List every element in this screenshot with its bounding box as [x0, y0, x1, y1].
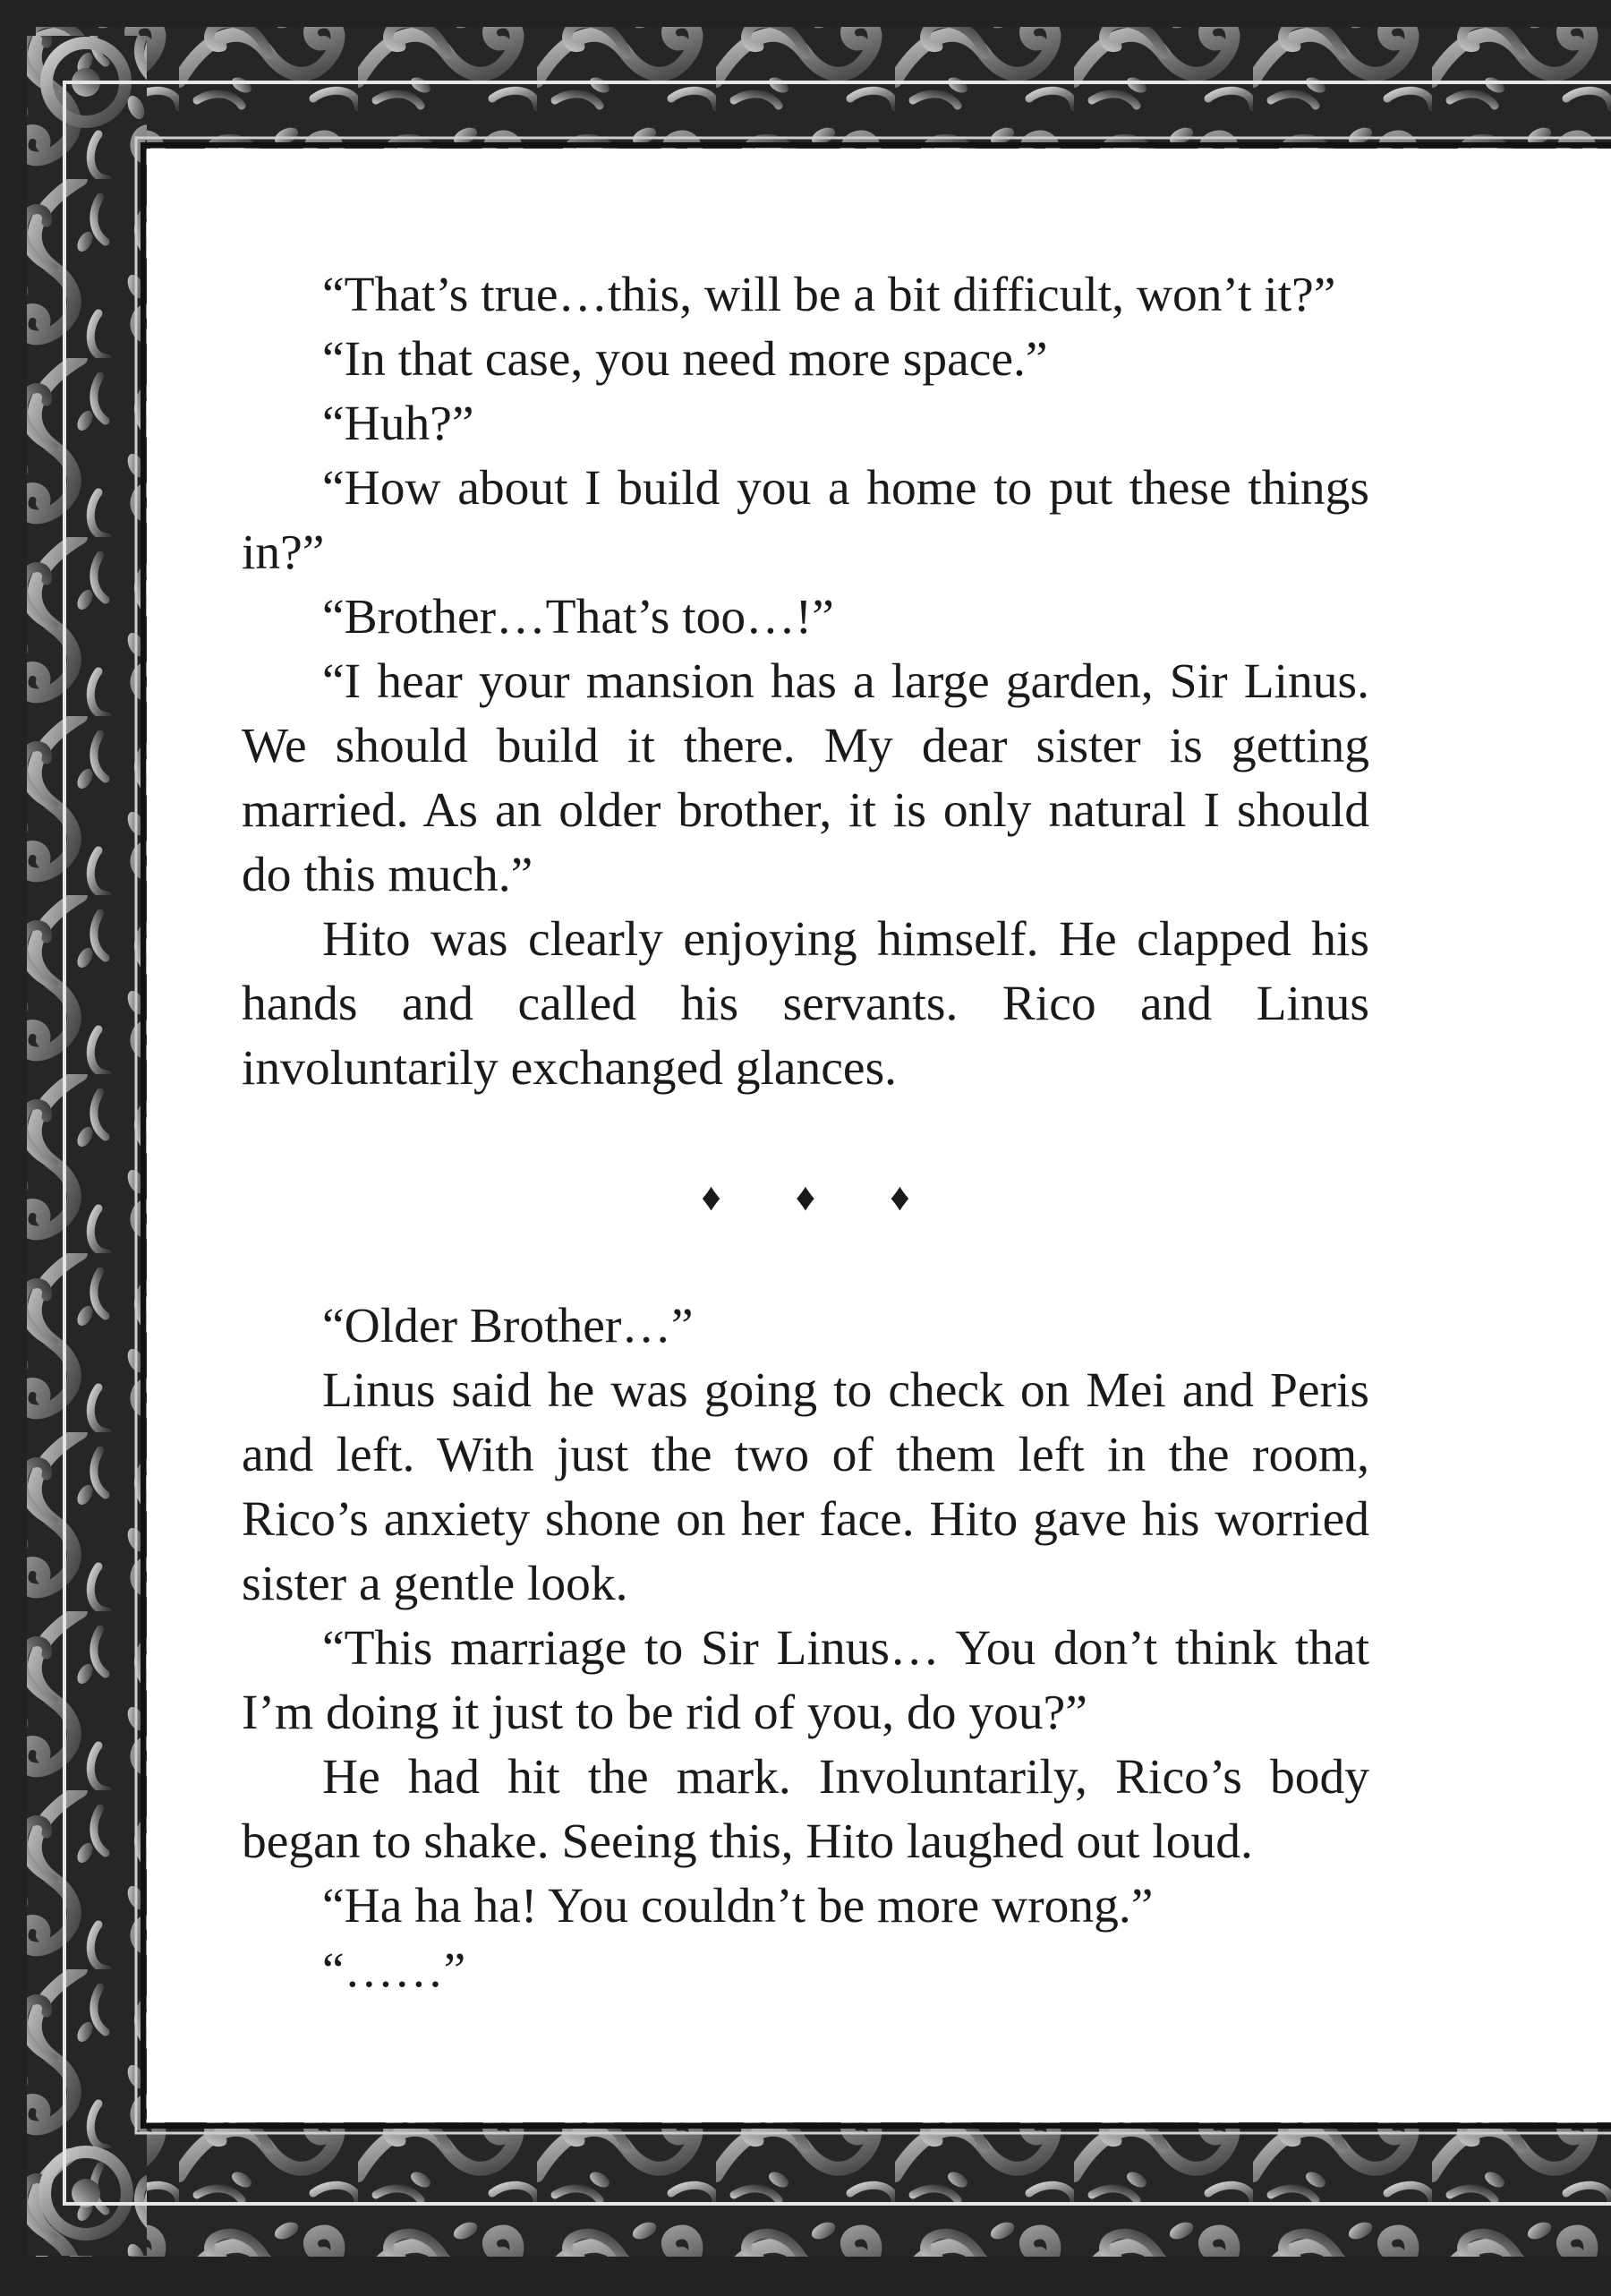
paragraph: “Ha ha ha! You couldn’t be more wrong.” [322, 1879, 1154, 1933]
body-text [242, 263, 1369, 2003]
paragraph: “Brother…That’s too…!” [322, 590, 834, 644]
paragraph: “How about I build you a home to put these things in?” [242, 461, 1369, 580]
paragraph: He had hit the mark. Involuntarily, Rico’s body began to shake. Seeing this, Hito laughed out loud. [242, 1750, 1369, 1869]
paragraph: “I hear your mansion has a large garden, Sir Linus. We should build it there. My dear sister is getting married. As an older brother, it is only natural I should do this much.” [242, 654, 1369, 902]
paragraph: Linus said he was going to check on Mei and Peris and left. With just the two of them left in the room, Rico’s anxiety shone on her face. Hito gave his worried sister a gentle look. [242, 1363, 1369, 1611]
paragraph: “That’s true…this, will be a bit difficult, won’t it?” [322, 268, 1336, 322]
paragraph: “In that case, you need more space.” [322, 332, 1048, 387]
paragraph: “……” [322, 1943, 466, 1998]
scene-break: ♦ ♦ ♦ [701, 1175, 942, 1219]
paragraph: “Huh?” [322, 397, 474, 451]
paragraph: “Older Brother…” [322, 1299, 694, 1353]
paragraph: “This marriage to Sir Linus… You don’t think that I’m doing it just to be rid of you, do you?” [242, 1621, 1369, 1740]
paragraph: Hito was clearly enjoying himself. He clapped his hands and called his servants. Rico and Linus involuntarily exchanged glances. [242, 912, 1369, 1096]
